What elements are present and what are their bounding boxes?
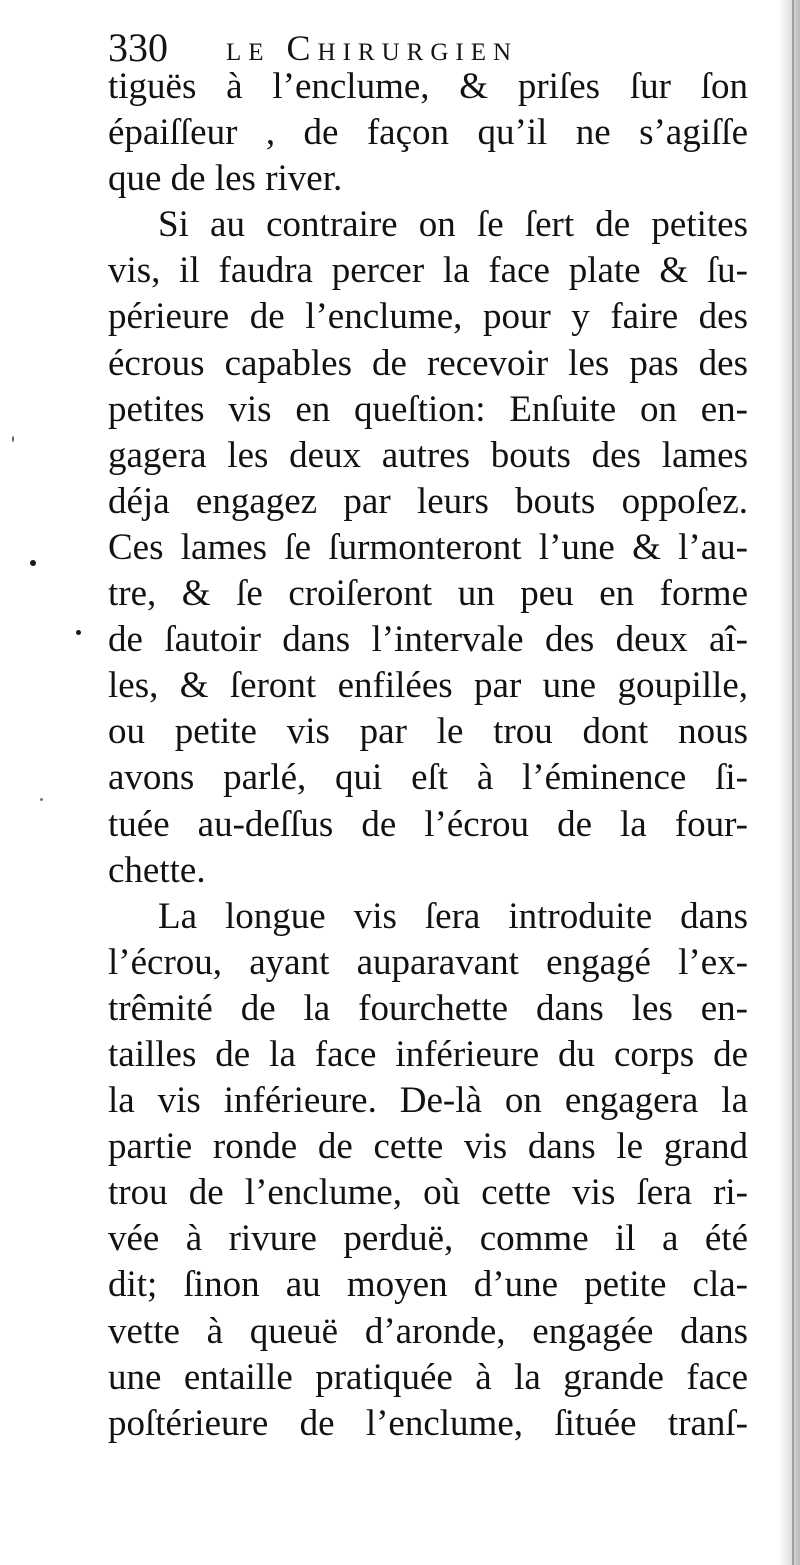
page-number: 330: [108, 25, 168, 70]
text-line: une entaille pratiquée à la grande face: [108, 1356, 748, 1398]
text-line: trou de l’enclume, où cette vis ſera ri-: [108, 1172, 748, 1214]
text-line: déja engagez par leurs bouts oppoſez.: [108, 480, 748, 522]
ink-speck: [40, 798, 43, 801]
text-line: vis, il faudra percer la face plate & ſu-: [108, 250, 748, 292]
text-line: vée à rivure perduë, comme il a été: [108, 1218, 748, 1260]
body-text: [108, 64, 748, 1447]
text-line: avons parlé, qui eſt à l’éminence ſi-: [108, 757, 748, 799]
text-line: périeure de l’enclume, pour y faire des: [108, 296, 748, 338]
page-spine-shadow: [778, 0, 800, 1565]
text-line: ou petite vis par le trou dont nous: [108, 711, 748, 753]
text-line: dit; ſinon au moyen d’une petite cla-: [108, 1264, 748, 1306]
text-line: Si au contraire on ſe ſert de petites: [158, 204, 748, 246]
text-line: écrous capables de recevoir les pas des: [108, 342, 748, 384]
ink-speck: [76, 630, 81, 635]
text-line: Ces lames ſe ſurmonteront l’une & l’au-: [108, 526, 748, 568]
text-line: chette.: [108, 849, 206, 891]
running-head: le Chirurgien: [226, 28, 519, 68]
text-line: tuée au-deſſus de l’écrou de la four-: [108, 803, 748, 845]
text-line: les, & ſeront enfilées par une goupille,: [108, 665, 748, 707]
text-line: la vis inférieure. De-là on engagera la: [108, 1080, 748, 1122]
text-line: La longue vis ſera introduite dans: [158, 895, 748, 937]
text-line: tre, & ſe croiſeront un peu en forme: [108, 573, 748, 615]
text-line: petites vis en queſtion: Enſuite on en-: [108, 388, 748, 430]
ink-speck: [12, 436, 14, 442]
text-line: poſtérieure de l’enclume, ſituée tranſ-: [108, 1402, 748, 1444]
text-line: tailles de la face inférieure du corps de: [108, 1033, 748, 1075]
text-line: que de les river.: [108, 158, 343, 200]
text-line: partie ronde de cette vis dans le grand: [108, 1126, 748, 1168]
text-line: l’écrou, ayant auparavant engagé l’ex-: [108, 941, 748, 983]
text-line: épaiſſeur , de façon qu’il ne s’agiſſe: [108, 112, 748, 154]
text-line: tiguës à l’enclume, & priſes ſur ſon: [108, 66, 748, 107]
text-line: gagera les deux autres bouts des lames: [108, 434, 748, 476]
text-line: vette à queuë d’aronde, engagée dans: [108, 1310, 748, 1352]
text-line: de ſautoir dans l’intervale des deux aî-: [108, 619, 748, 661]
text-line: trêmité de la fourchette dans les en-: [108, 987, 748, 1029]
ink-speck: [30, 560, 36, 566]
